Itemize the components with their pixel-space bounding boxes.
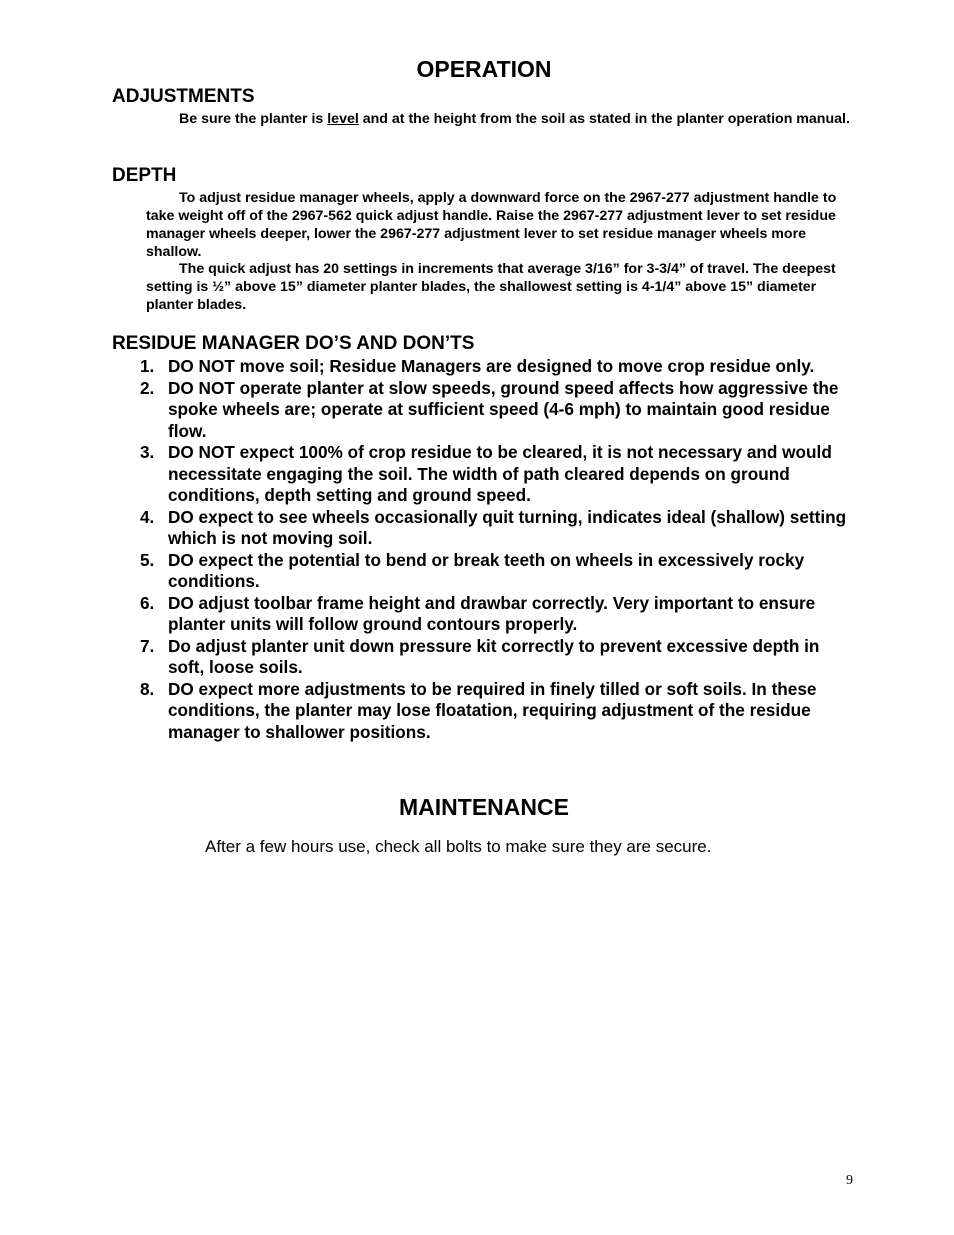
list-item-number: 1.: [140, 356, 155, 376]
adjustments-text-before: Be sure the planter is: [179, 111, 328, 127]
depth-heading: DEPTH: [112, 165, 177, 186]
list-item-text: DO NOT operate planter at slow speeds, ground speed affects how aggressive the spoke wheels are; operate at sufficient speed (4-6 mph) to maintain good residue flow.: [168, 377, 839, 441]
list-item-number: 3.: [140, 442, 155, 462]
list-item-text: DO expect the potential to bend or break teeth on wheels in excessively rocky conditions.: [168, 549, 805, 591]
list-item: [140, 636, 860, 679]
list-item: [140, 550, 860, 593]
list-item: [140, 593, 860, 636]
list-item-number: 7.: [140, 635, 155, 656]
depth-paragraph-2: The quick adjust has 20 settings in increments that average 3/16” for 3-3/4” of travel. The deepest setting is ½” above 15” diameter planter blades, the shallowest setting is 4-1/4” above 15” diameter planter blades.: [146, 261, 836, 313]
list-item-text: DO adjust toolbar frame height and drawbar correctly. Very important to ensure planter units will follow ground contours properly.: [168, 592, 816, 634]
dos-donts-heading: RESIDUE MANAGER DO’S AND DON’TS: [112, 333, 475, 354]
list-item: [140, 356, 860, 378]
page-number: 9: [846, 1173, 853, 1188]
list-item-text: Do adjust planter unit down pressure kit correctly to prevent excessive depth in soft, loose soils.: [168, 635, 820, 677]
depth-paragraph-1: To adjust residue manager wheels, apply a downward force on the 2967-277 adjustment handle to take weight off of the 2967-562 quick adjust handle. Raise the 2967-277 adjustment lever to set residue manager wheels deeper, lower the 2967-277 adjustment lever to set residue manager wheels more shallow.: [146, 190, 837, 260]
list-item-number: 4.: [140, 506, 155, 527]
maintenance-heading: MAINTENANCE: [399, 794, 569, 820]
list-item-text: DO expect more adjustments to be required in finely tilled or soft soils. In these conditions, the planter may lose floatation, requiring adjustment of the residue manager to shallower positions.: [168, 678, 817, 742]
maintenance-text: After a few hours use, check all bolts to make sure they are secure.: [205, 837, 712, 856]
list-item-number: 8.: [140, 678, 155, 699]
level-underlined-text: level: [327, 111, 359, 127]
operation-heading: OPERATION: [416, 56, 552, 82]
list-item: [140, 679, 860, 744]
adjustments-heading: ADJUSTMENTS: [112, 86, 255, 107]
list-item-text: DO NOT move soil; Residue Managers are designed to move crop residue only.: [168, 356, 815, 376]
list-item: [140, 507, 860, 550]
list-item: [140, 378, 860, 443]
list-item-number: 6.: [140, 592, 155, 613]
list-item-text: DO NOT expect 100% of crop residue to be cleared, it is not necessary and would necessitate engaging the soil. The width of path cleared depends on ground conditions, depth setting and ground speed.: [168, 442, 832, 505]
list-item: [140, 442, 860, 507]
adjustments-text-after: and at the height from the soil as stated in the planter operation manual.: [358, 111, 850, 127]
list-item-number: 2.: [140, 377, 155, 398]
list-item-number: 5.: [140, 549, 155, 570]
list-item-text: DO expect to see wheels occasionally quit turning, indicates ideal (shallow) setting which is not moving soil.: [168, 506, 847, 548]
dos-donts-list: [140, 356, 860, 743]
adjustments-paragraph: [146, 110, 858, 128]
